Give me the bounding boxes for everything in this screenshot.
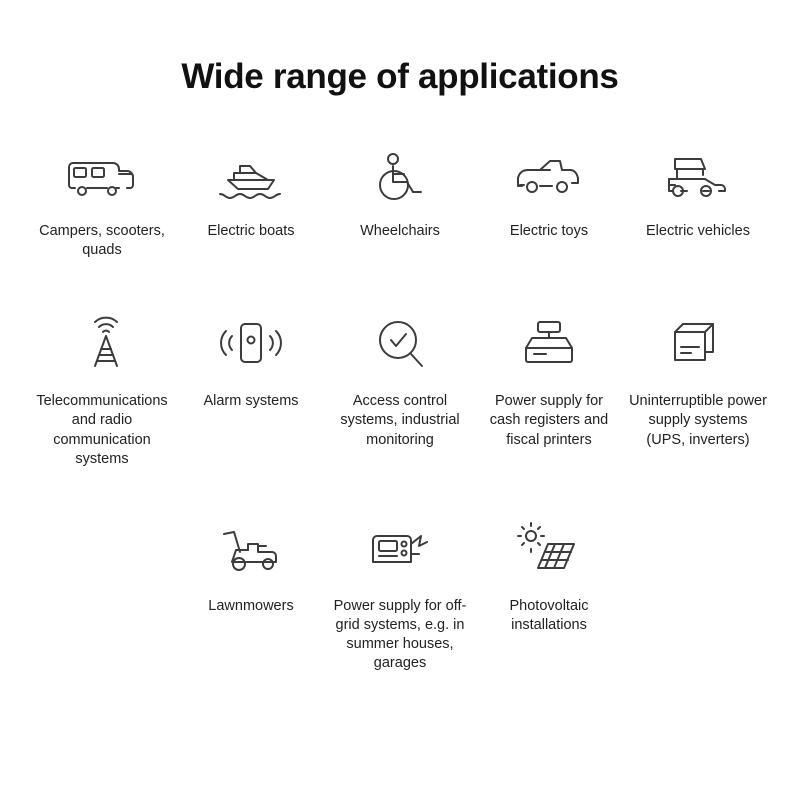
application-label: Electric boats <box>207 223 295 239</box>
application-label: Lawnmowers <box>208 597 294 614</box>
applications-row <box>18 306 782 469</box>
application-label: Telecommunications and radio communication systems <box>36 393 168 467</box>
application-item-wheelchairs <box>326 136 475 241</box>
application-item-offgrid <box>326 511 475 674</box>
page-title: Wide range of applications <box>181 57 619 96</box>
generator-icon <box>363 511 437 589</box>
radio-tower-icon <box>65 306 139 384</box>
application-label: Alarm systems <box>203 393 299 410</box>
application-label: Campers, scooters, quads <box>39 223 165 259</box>
applications-grid <box>0 136 800 673</box>
application-item-access-control <box>326 306 475 449</box>
lawnmower-icon <box>214 511 288 589</box>
cash-register-icon <box>512 306 586 384</box>
application-label: Power supply for cash registers and fiscal printers <box>489 393 609 448</box>
applications-row <box>18 136 782 260</box>
application-item-photovoltaic <box>475 511 624 635</box>
motorboat-icon <box>214 136 288 214</box>
application-item-toys <box>475 136 624 241</box>
application-label: Photovoltaic installations <box>509 597 589 633</box>
application-item-alarm <box>177 306 326 411</box>
application-item-boats <box>177 136 326 241</box>
application-label: Access control systems, industrial monitoring <box>340 393 460 448</box>
application-item-lawnmowers <box>177 511 326 616</box>
magnifier-check-icon <box>363 306 437 384</box>
application-item-ups <box>624 306 773 449</box>
golf-cart-icon <box>661 136 735 214</box>
application-item-telecom <box>28 306 177 469</box>
application-label: Electric vehicles <box>646 223 750 239</box>
solar-panel-icon <box>512 511 586 589</box>
application-label: Uninterruptible power supply systems (UPS, inverters) <box>629 393 767 448</box>
alarm-sensor-icon <box>214 306 288 384</box>
application-label: Power supply for off-grid systems, e.g. in summer houses, garages <box>333 597 467 672</box>
camper-van-icon <box>65 136 139 214</box>
application-label: Electric toys <box>509 223 589 239</box>
wheelchair-icon <box>363 136 437 214</box>
application-item-cash-registers <box>475 306 624 449</box>
application-label: Wheelchairs <box>360 223 440 239</box>
application-item-campers <box>28 136 177 260</box>
applications-row <box>18 511 782 674</box>
application-item-vehicles <box>624 136 773 241</box>
toy-car-icon <box>512 136 586 214</box>
ups-device-icon <box>661 306 735 384</box>
